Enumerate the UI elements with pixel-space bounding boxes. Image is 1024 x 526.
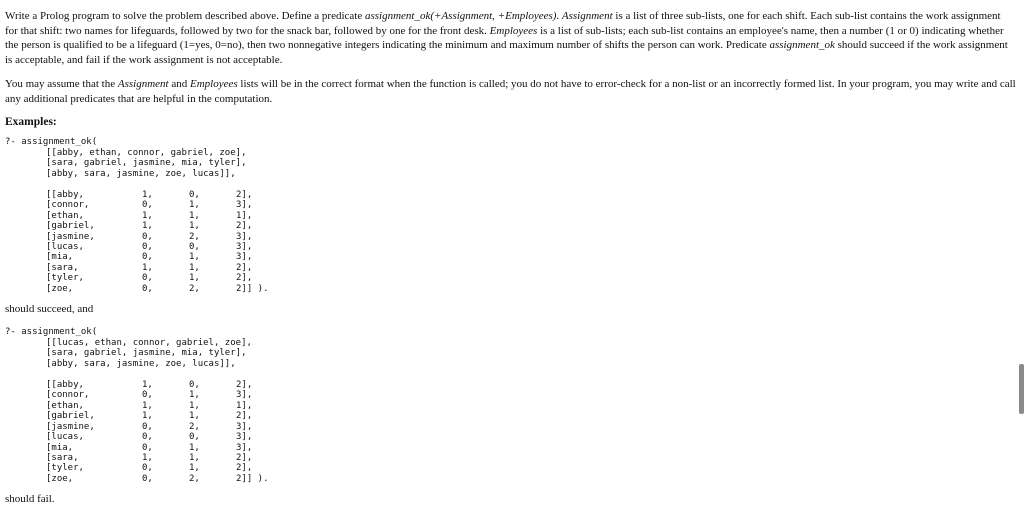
employee-name: [[abby, [46,380,84,391]
examples-heading: Examples: [5,116,57,128]
employee-row [46,401,1019,411]
employee-max: 2]] ). [236,283,269,294]
employee-min: 1, [189,273,200,284]
employee-max: 2], [236,452,253,463]
employee-name: [zoe, [46,473,74,484]
employee-qualified: 1, [142,190,153,200]
employee-qualified: 0, [142,421,153,432]
example-2-shift-3: [abby, sara, jasmine, zoe, lucas]], [46,358,236,369]
employee-min: 0, [189,242,200,253]
employee-row [46,232,1019,242]
employee-name: [ethan, [46,210,84,221]
employee-name: [jasmine, [46,421,95,432]
intro-text-1: Write a Prolog program to solve the problem described above. Define a predicate [5,10,365,22]
employee-min: 1, [189,262,200,273]
assumption-paragraph [5,77,1019,106]
assumption-text-2: and [168,78,190,90]
employee-qualified: 1, [142,262,153,273]
employee-min: 0, [189,380,200,391]
employee-row [46,211,1019,221]
employee-min: 1, [189,442,200,453]
employee-qualified: 1, [142,380,153,391]
employee-qualified: 0, [142,283,153,294]
employee-row [46,463,1019,473]
employee-min: 1, [189,452,200,463]
employee-min: 1, [189,221,200,232]
employee-name: [[abby, [46,190,84,200]
employee-max: 3], [236,442,253,453]
employee-max: 2], [236,190,253,200]
employee-min: 1, [189,463,200,474]
employee-row [46,273,1019,283]
employee-qualified: 0, [142,252,153,263]
employee-max: 2]] ). [236,473,269,484]
employee-row [46,432,1019,442]
employee-row [46,252,1019,262]
employee-min: 1, [189,252,200,263]
employee-max: 1], [236,400,253,411]
employee-row [46,200,1019,210]
employee-qualified: 1, [142,210,153,221]
example-1 [5,137,1019,316]
employee-name: [gabriel, [46,411,95,422]
employee-name: [zoe, [46,283,74,294]
employee-min: 0, [189,190,200,200]
intro-text-4: is a list of sub-lists; each sub-list contains an employee's name, then a number (1 or 0) indicating whether the person is qualified to be a lifeguard (1=yes, 0=no), then two nonnegative integers indicating the minimum and maximum number of shifts the person can work. Predicate [5,24,1004,51]
employee-qualified: 0, [142,473,153,484]
employee-qualified: 1, [142,221,153,232]
intro-text-3: is a list of three sub-lists, one for each shift. Each sub-list contains the work assignment for that shift: two names for lifeguards, followed by two for the snack bar, followed by one for the front desk. [5,10,1001,37]
example-1-query: ?- assignment_ok( [5,137,98,147]
employee-row [46,221,1019,231]
employee-row [46,263,1019,273]
document [5,9,1019,506]
employee-row [46,443,1019,453]
employee-max: 2], [236,411,253,422]
employee-name: [jasmine, [46,231,95,242]
employee-qualified: 0, [142,242,153,253]
employee-qualified: 0, [142,273,153,284]
employee-max: 3], [236,390,253,401]
example-2-employees-table [5,380,1019,484]
employee-max: 2], [236,262,253,273]
employee-min: 1, [189,411,200,422]
assumption-employees-term: Employees [189,78,238,90]
employee-max: 3], [236,242,253,253]
employee-min: 2, [189,231,200,242]
employee-qualified: 1, [142,400,153,411]
example-1-employees-table [5,190,1019,294]
employee-qualified: 1, [142,452,153,463]
employee-qualified: 0, [142,390,153,401]
employee-name: [mia, [46,252,74,263]
employee-min: 1, [189,390,200,401]
employee-name: [gabriel, [46,221,95,232]
example-2-verdict: should fail. [5,493,55,506]
employee-min: 2, [189,421,200,432]
employee-row [46,411,1019,421]
example-1-shift-3: [abby, sara, jasmine, zoe, lucas]], [46,168,236,179]
example-1-shift-2: [sara, gabriel, jasmine, mia, tyler], [46,158,247,168]
assumption-text-1: You may assume that the [5,78,118,90]
employee-name: [tyler, [46,463,84,474]
employee-min: 2, [189,473,200,484]
assumption-text-3: lists will be in the correct format when the function is called; you do not have to error-check for a non-list or an incorrectly formed list. In your program, you may write and call any additional predicates that are helpful in the computation. [5,78,1016,105]
employee-name: [connor, [46,200,90,211]
employee-qualified: 0, [142,463,153,474]
employee-max: 2], [236,463,253,474]
employee-max: 2], [236,380,253,391]
employee-name: [lucas, [46,242,84,253]
example-2-shift-2: [sara, gabriel, jasmine, mia, tyler], [46,348,247,359]
employee-max: 3], [236,231,253,242]
employee-max: 3], [236,432,253,443]
example-1-shift-1: [[abby, ethan, connor, gabriel, zoe], [46,147,247,158]
intro-text-2: . [556,10,562,22]
employee-min: 1, [189,210,200,221]
employee-qualified: 0, [142,231,153,242]
employee-name: [ethan, [46,400,84,411]
employee-max: 3], [236,421,253,432]
employee-row [46,390,1019,400]
example-2-shift-1: [[lucas, ethan, connor, gabriel, zoe], [46,337,252,348]
employee-min: 1, [189,400,200,411]
predicate-name: assignment_ok [769,39,835,51]
example-2 [5,327,1019,506]
employee-name: [mia, [46,442,74,453]
assignment-term: Assignment [561,10,613,22]
scrollbar[interactable] [1018,0,1024,526]
employee-name: [lucas, [46,432,84,443]
employee-qualified: 0, [142,442,153,453]
assumption-assignment-term: Assignment [117,78,169,90]
employee-name: [connor, [46,390,90,401]
employee-qualified: 0, [142,200,153,211]
predicate-signature: assignment_ok(+Assignment, +Employees) [364,10,557,22]
employee-name: [tyler, [46,273,84,284]
employee-name: [sara, [46,452,79,463]
employee-row [46,453,1019,463]
employee-row [46,242,1019,252]
employee-max: 2], [236,273,253,284]
example-1-verdict: should succeed, and [5,303,94,316]
employee-max: 1], [236,210,253,221]
employee-max: 3], [236,252,253,263]
employee-min: 1, [189,200,200,211]
employee-row [46,284,1019,294]
employee-min: 2, [189,283,200,294]
employee-row [46,422,1019,432]
employee-row [46,380,1019,390]
employee-max: 3], [236,200,253,211]
intro-paragraph [5,9,1015,67]
employee-qualified: 0, [142,432,153,443]
employee-row [46,474,1019,484]
employee-max: 2], [236,221,253,232]
employee-qualified: 1, [142,411,153,422]
intro-text-5: should succeed if the work assignment is acceptable, and fail if the work assignment is not acceptable. [5,39,1008,66]
employee-row [46,190,1019,200]
scrollbar-thumb[interactable] [1019,364,1024,414]
employees-term: Employees [489,24,538,37]
example-2-query: ?- assignment_ok( [5,327,98,338]
employee-min: 0, [189,432,200,443]
employee-name: [sara, [46,262,79,273]
